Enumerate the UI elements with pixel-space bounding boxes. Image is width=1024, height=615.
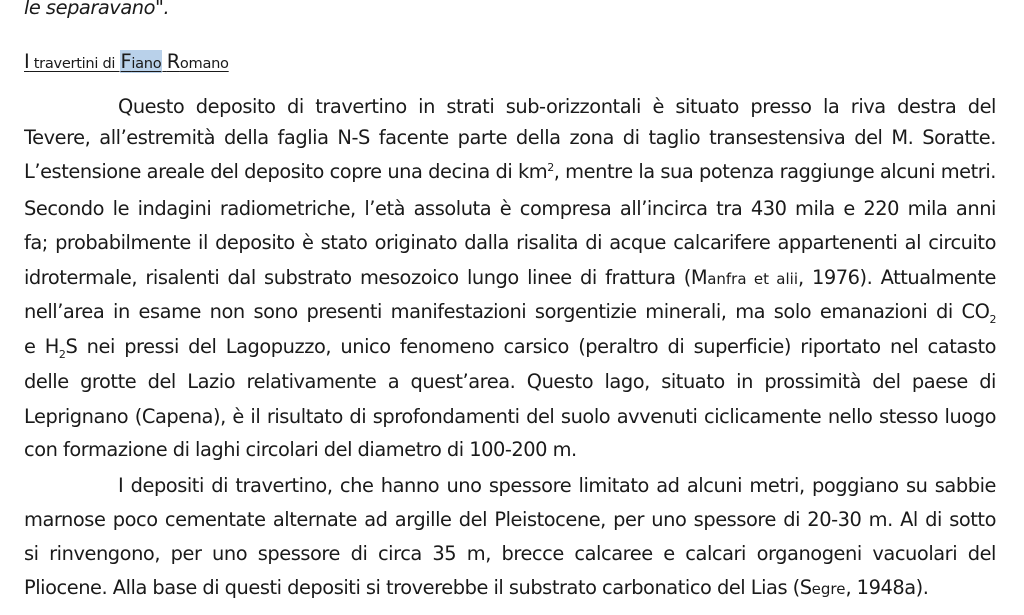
heading-initial-1: I — [24, 50, 30, 73]
p1-line-2: Tevere, all’estremità della faglia N-S facente parte della zona di taglio transestensiva del M. Soratte. — [24, 126, 996, 149]
p2-line-4-a: Pliocene. Alla base di questi depositi si troverebbe il substrato carbonatico del Lias ( — [24, 576, 800, 599]
p2-line-4-b: , 1948a). — [845, 576, 929, 599]
p1-line-4: Secondo le indagini radiometriche, l’età assoluta è compresa all’incirca tra 430 mila e 220 mila anni — [24, 197, 996, 220]
p2-line-1: I depositi di travertino, che hanno uno spessore limitato ad alcuni metri, poggiano su sabbie — [118, 474, 996, 497]
citation-rest-2: egre — [811, 580, 846, 598]
p1-line-1: Questo deposito di travertino in strati sub-orizzontali è situato presso la riva destra del — [118, 95, 996, 118]
section-heading — [24, 50, 229, 76]
p2-line-3: si rinvengono, per uno spessore di circa 35 m, brecce calcaree e calcari organogeni vacuolari del — [24, 542, 996, 565]
citation-rest: anfra et alii — [707, 270, 798, 288]
p1-line-5: fa; probabilmente il deposito è stato originato dalla risalita di acque calcarifere appartenenti al circuito — [24, 231, 996, 254]
p1-line-3-a: L’estensione areale del deposito copre una decina di km — [24, 160, 548, 183]
heading-rest-1: travertini di — [29, 55, 120, 72]
heading-rest-3: omano — [179, 55, 229, 72]
heading-rest-2: iano — [131, 55, 162, 72]
p1-line-9: delle grotte del Lazio relativamente a quest’area. Questo lago, situato in prossimità del paese di — [24, 370, 996, 393]
p1-line-3 — [24, 160, 996, 184]
citation-initial: M — [690, 266, 708, 289]
p1-line-8-a: e H — [24, 335, 59, 358]
p2-line-4 — [24, 576, 996, 601]
p1-line-8 — [24, 335, 996, 359]
top-fragment-text: le separavano". — [24, 0, 170, 19]
p1-line-8-b: S nei pressi del Lagopuzzo, unico fenomeno carsico (peraltro di superficie) riportato nel catasto — [65, 335, 996, 358]
h2s-subscript: 2 — [58, 348, 66, 359]
p1-line-7 — [24, 300, 996, 324]
p1-line-11: con formazione di laghi circolari del diametro di 100-200 m. — [24, 438, 577, 461]
heading-initial-3: R — [166, 50, 180, 73]
p1-line-6 — [24, 266, 996, 290]
citation-initial-2: S — [799, 576, 812, 599]
p1-line-6-b: , 1976). Attualmente — [798, 266, 996, 289]
p1-line-10: Leprignano (Capena), è il risultato di sprofondamenti del suolo avvenuti ciclicamente nello stesso luogo — [24, 405, 996, 428]
co2-subscript: 2 — [989, 313, 996, 324]
p1-line-3-b: , mentre la sua potenza raggiunge alcuni metri. — [553, 160, 996, 183]
km-superscript: 2 — [547, 161, 554, 174]
p1-line-6-a: idrotermale, risalenti dal substrato mesozoico lungo linee di frattura ( — [24, 266, 691, 289]
p2-line-2: marnose poco cementate alternate ad argille del Pleistocene, per uno spessore di 20-30 m. Al di sotto — [24, 508, 996, 531]
p1-line-7-a: nell’area in esame non sono presenti manifestazioni sorgentizie minerali, ma solo emanazioni di CO — [24, 300, 990, 323]
heading-initial-2: F — [120, 50, 132, 73]
highlighted-word[interactable] — [120, 50, 163, 73]
